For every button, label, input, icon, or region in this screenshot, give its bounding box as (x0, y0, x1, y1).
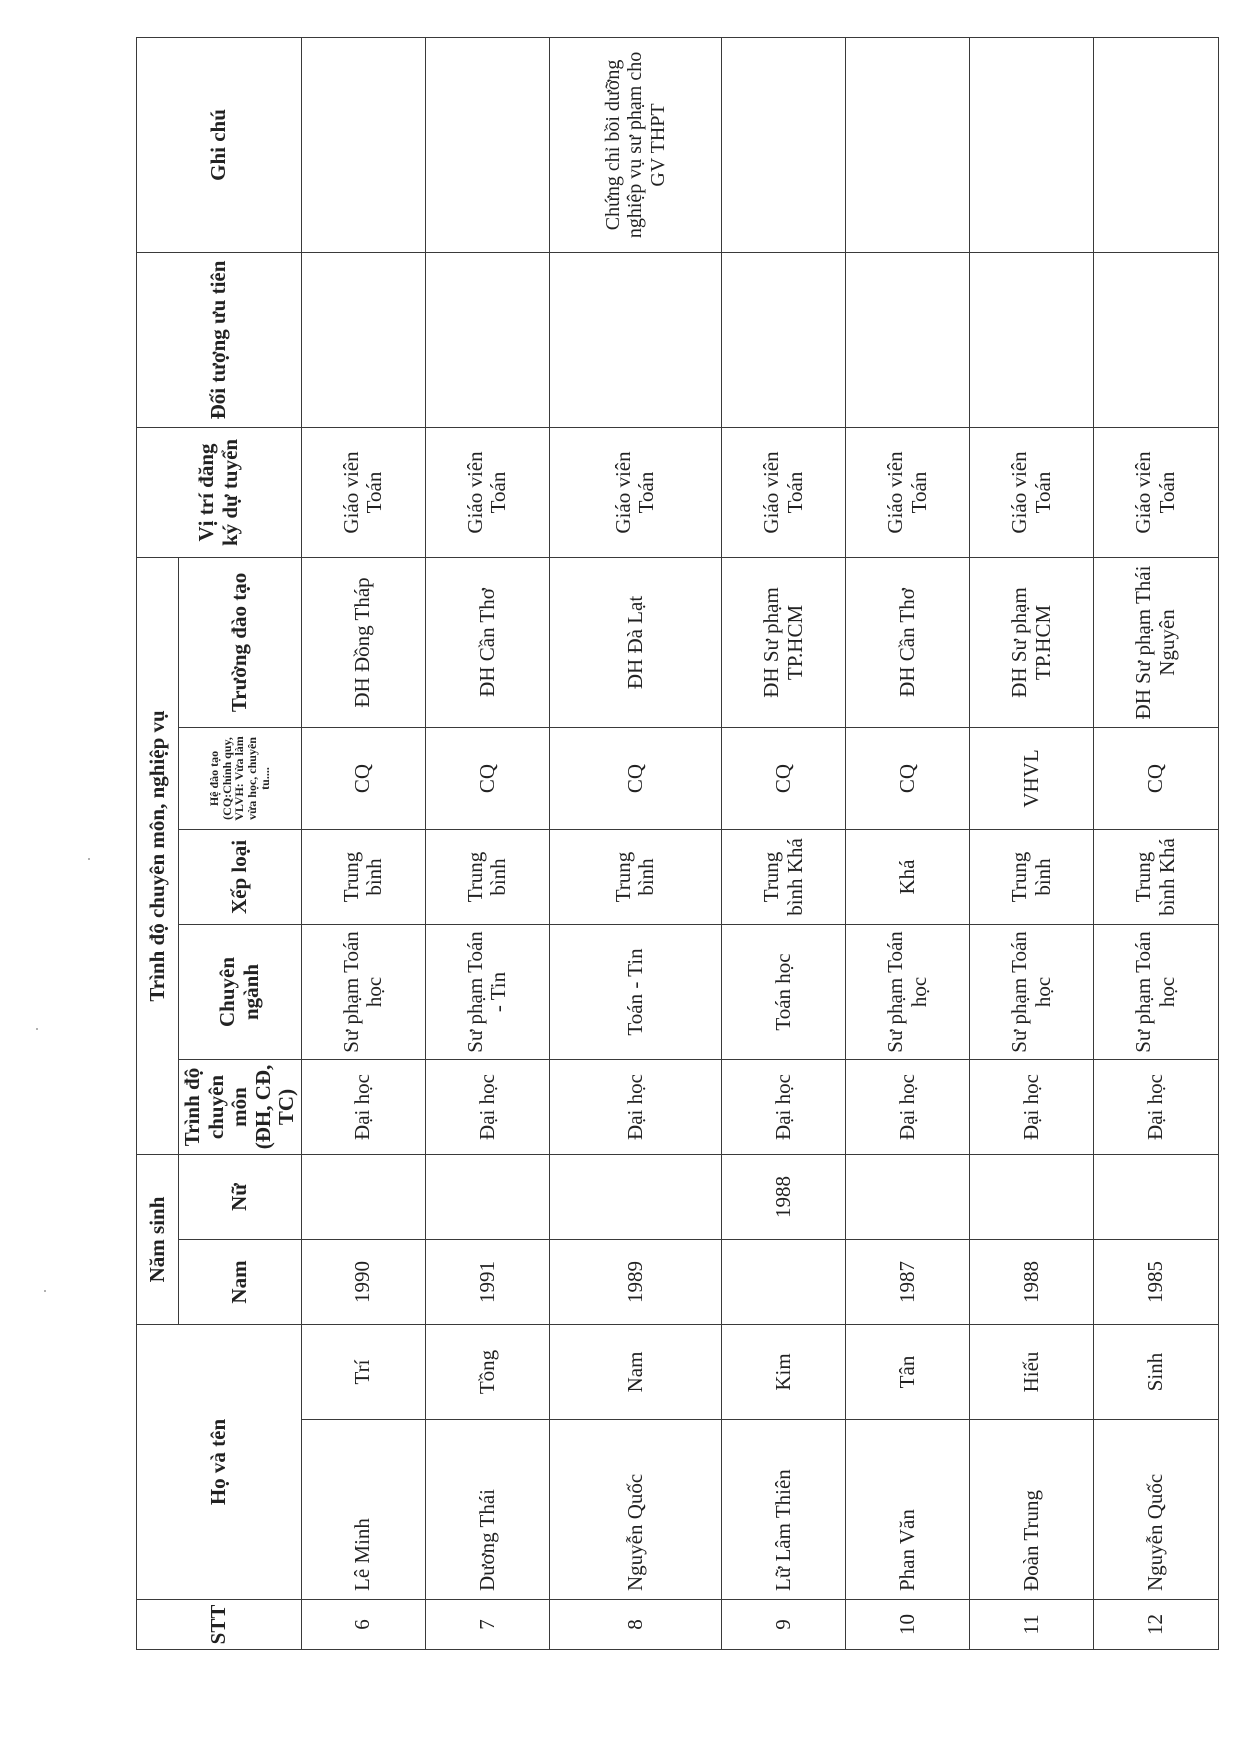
cell-ho: Lữ Lâm Thiên (722, 1420, 846, 1600)
header-doi-tuong: Đối tượng ưu tiên (137, 252, 302, 427)
cell-xep-loai: Trung bình (425, 829, 549, 924)
cell-ho: Dương Thái (425, 1420, 549, 1600)
cell-truong: ĐH Cần Thơ (846, 557, 970, 727)
cell-ten: Tân (846, 1324, 970, 1419)
cell-ghi-chu (970, 37, 1094, 252)
cell-chuyen-nganh: Toán - Tin (549, 924, 721, 1059)
table-body (301, 37, 1218, 1649)
cell-ho: Nguyễn Quốc (549, 1420, 721, 1600)
header-ghi-chu: Ghi chú (137, 37, 302, 252)
cell-doi-tuong (970, 252, 1094, 427)
cell-ho: Nguyễn Quốc (1094, 1420, 1218, 1600)
table-row (425, 37, 549, 1649)
table-row (301, 37, 425, 1649)
cell-truong: ĐH Cần Thơ (425, 557, 549, 727)
cell-he-dao-tao: VHVL (970, 727, 1094, 829)
table-row (722, 37, 846, 1649)
cell-truong: ĐH Đồng Tháp (301, 557, 425, 727)
header-xep-loai: Xếp loại (179, 829, 302, 924)
cell-nam (722, 1239, 846, 1324)
cell-doi-tuong (425, 252, 549, 427)
cell-stt: 6 (301, 1600, 425, 1650)
header-chuyen-nganh: Chuyên ngành (179, 924, 302, 1059)
cell-stt: 11 (970, 1600, 1094, 1650)
cell-nu (846, 1154, 970, 1239)
cell-nam: 1989 (549, 1239, 721, 1324)
cell-ten: Kim (722, 1324, 846, 1419)
cell-vi-tri: Giáo viên Toán (549, 427, 721, 557)
cell-stt: 9 (722, 1600, 846, 1650)
cell-stt: 10 (846, 1600, 970, 1650)
cell-xep-loai: Trung bình (970, 829, 1094, 924)
cell-nu (970, 1154, 1094, 1239)
cell-vi-tri: Giáo viên Toán (1094, 427, 1218, 557)
cell-vi-tri: Giáo viên Toán (722, 427, 846, 557)
cell-nu (549, 1154, 721, 1239)
header-trinh-do-chuyen-mon: Trình độ chuyên môn (ĐH, CĐ, TC) (179, 1059, 302, 1154)
table-row (549, 37, 721, 1649)
rotated-table-container (136, 38, 1188, 1650)
cell-vi-tri: Giáo viên Toán (846, 427, 970, 557)
header-truong-dao-tao: Trường đào tạo (179, 557, 302, 727)
cell-nu (301, 1154, 425, 1239)
cell-he-dao-tao: CQ (549, 727, 721, 829)
cell-xep-loai: Trung bình (549, 829, 721, 924)
table-row (846, 37, 970, 1649)
header-nu: Nữ (179, 1154, 302, 1239)
cell-xep-loai: Trung bình Khá (722, 829, 846, 924)
cell-ghi-chu (301, 37, 425, 252)
cell-ghi-chu (846, 37, 970, 252)
header-nam: Nam (179, 1239, 302, 1324)
cell-nam: 1985 (1094, 1239, 1218, 1324)
cell-trinh-do: Đại học (970, 1059, 1094, 1154)
cell-trinh-do: Đại học (846, 1059, 970, 1154)
cell-nu (1094, 1154, 1218, 1239)
cell-ten: Sinh (1094, 1324, 1218, 1419)
cell-chuyen-nganh: Sư phạm Toán học (846, 924, 970, 1059)
header-trinh-do-group: Trình độ chuyên môn, nghiệp vụ (137, 557, 179, 1154)
cell-ten: Tồng (425, 1324, 549, 1419)
header-vi-tri: Vị trí đăng ký dự tuyển (137, 427, 302, 557)
scan-speck (88, 858, 90, 860)
cell-chuyen-nganh: Sư phạm Toán học (970, 924, 1094, 1059)
cell-xep-loai: Khá (846, 829, 970, 924)
cell-trinh-do: Đại học (549, 1059, 721, 1154)
header-ho-va-ten: Họ và tên (137, 1324, 302, 1599)
cell-truong: ĐH Sư phạm Thái Nguyên (1094, 557, 1218, 727)
cell-vi-tri: Giáo viên Toán (301, 427, 425, 557)
cell-ten: Hiếu (970, 1324, 1094, 1419)
cell-nam: 1987 (846, 1239, 970, 1324)
cell-ten: Trí (301, 1324, 425, 1419)
cell-ten: Nam (549, 1324, 721, 1419)
cell-trinh-do: Đại học (425, 1059, 549, 1154)
cell-stt: 8 (549, 1600, 721, 1650)
candidate-table (136, 37, 1219, 1650)
table-row (970, 37, 1094, 1649)
cell-vi-tri: Giáo viên Toán (970, 427, 1094, 557)
cell-nam: 1991 (425, 1239, 549, 1324)
cell-chuyen-nganh: Sư phạm Toán học (1094, 924, 1218, 1059)
cell-nu (425, 1154, 549, 1239)
cell-ghi-chu (425, 37, 549, 252)
cell-ho: Phan Văn (846, 1420, 970, 1600)
cell-truong: ĐH Sư phạm TP.HCM (970, 557, 1094, 727)
header-stt: STT (137, 1600, 302, 1650)
cell-truong: ĐH Sư phạm TP.HCM (722, 557, 846, 727)
cell-ghi-chu: Chứng chỉ bồi dưỡng nghiệp vụ sư phạm cho GV THPT (549, 37, 721, 252)
cell-doi-tuong (549, 252, 721, 427)
scan-speck (36, 1028, 38, 1030)
cell-doi-tuong (301, 252, 425, 427)
cell-doi-tuong (846, 252, 970, 427)
cell-ho: Đoàn Trung (970, 1420, 1094, 1600)
cell-nam: 1990 (301, 1239, 425, 1324)
header-he-dao-tao: Hệ đào tạo (CQ:Chính quy, VLVH: Vừa làm vừa học, chuyên tu.... (179, 727, 302, 829)
cell-ho: Lê Minh (301, 1420, 425, 1600)
cell-he-dao-tao: CQ (425, 727, 549, 829)
cell-chuyen-nganh: Sư phạm Toán - Tin (425, 924, 549, 1059)
cell-trinh-do: Đại học (301, 1059, 425, 1154)
cell-chuyen-nganh: Toán học (722, 924, 846, 1059)
cell-stt: 7 (425, 1600, 549, 1650)
cell-trinh-do: Đại học (722, 1059, 846, 1154)
cell-ghi-chu (1094, 37, 1218, 252)
scan-speck (44, 1290, 46, 1292)
cell-truong: ĐH Đà Lạt (549, 557, 721, 727)
cell-chuyen-nganh: Sư phạm Toán học (301, 924, 425, 1059)
cell-ghi-chu (722, 37, 846, 252)
cell-he-dao-tao: CQ (722, 727, 846, 829)
cell-nam: 1988 (970, 1239, 1094, 1324)
cell-xep-loai: Trung bình (301, 829, 425, 924)
cell-vi-tri: Giáo viên Toán (425, 427, 549, 557)
header-nam-sinh: Năm sinh (137, 1154, 179, 1324)
cell-doi-tuong (722, 252, 846, 427)
table-row (1094, 37, 1218, 1649)
cell-stt: 12 (1094, 1600, 1218, 1650)
cell-trinh-do: Đại học (1094, 1059, 1218, 1154)
cell-he-dao-tao: CQ (846, 727, 970, 829)
cell-xep-loai: Trung bình Khá (1094, 829, 1218, 924)
cell-he-dao-tao: CQ (1094, 727, 1218, 829)
cell-nu: 1988 (722, 1154, 846, 1239)
cell-he-dao-tao: CQ (301, 727, 425, 829)
cell-doi-tuong (1094, 252, 1218, 427)
